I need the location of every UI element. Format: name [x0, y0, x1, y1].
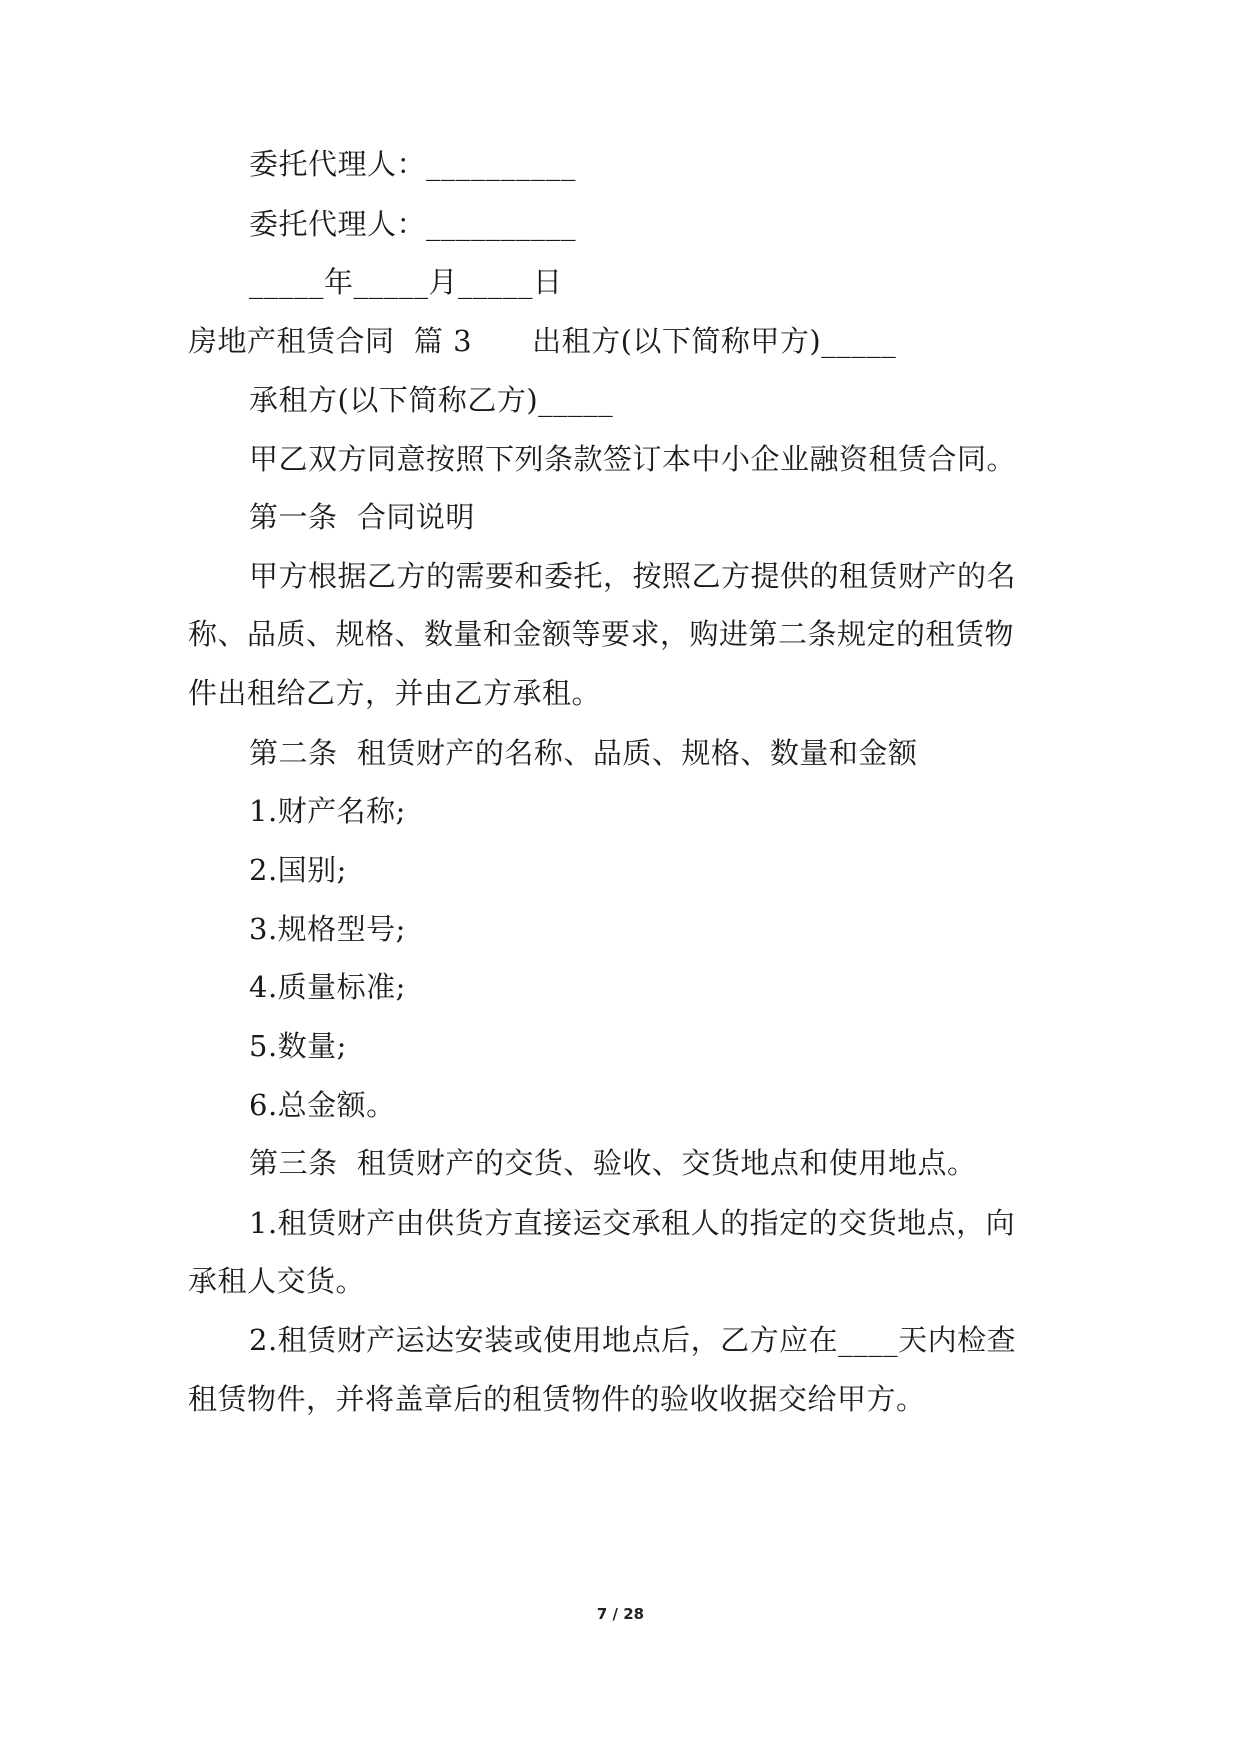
agent-signature-line-2: 委托代理人：__________ [249, 207, 577, 241]
article-2-title: 第二条 租赁财产的名称、品质、规格、数量和金额 [249, 736, 918, 770]
article-1-text-line-2: 称、品质、规格、数量和金额等要求，购进第二条规定的租赁物 [188, 617, 1015, 651]
contract-heading-row [188, 321, 896, 361]
article-3-item-1-line-2: 承租人交货。 [188, 1264, 366, 1298]
lessor-line: 出租方(以下简称甲方)_____ [532, 324, 897, 358]
date-line: _____年_____月_____日 [249, 265, 563, 299]
lessee-line: 承租方(以下简称乙方)_____ [249, 383, 614, 417]
agreement-statement: 甲乙双方同意按照下列条款签订本中小企业融资租赁合同。 [249, 442, 1017, 476]
contract-title: 房地产租赁合同 篇 3 [188, 324, 473, 358]
article-2-item-6: 6.总金额。 [249, 1088, 396, 1122]
article-2-item-2: 2.国别; [249, 853, 347, 887]
article-3-item-2-line-2: 租赁物件，并将盖章后的租赁物件的验收收据交给甲方。 [188, 1382, 926, 1416]
article-1-text-line-1: 甲方根据乙方的需要和委托，按照乙方提供的租赁财产的名 [249, 559, 1017, 593]
article-1-text-line-3: 件出租给乙方，并由乙方承租。 [188, 676, 602, 710]
page-number: 7 / 28 [596, 1605, 645, 1623]
article-2-item-1: 1.财产名称; [249, 794, 406, 828]
article-2-item-4: 4.质量标准; [249, 970, 406, 1004]
article-3-title: 第三条 租赁财产的交货、验收、交货地点和使用地点。 [249, 1146, 977, 1180]
article-3-item-2-line-1: 2.租赁财产运达安装或使用地点后，乙方应在____天内检查 [249, 1323, 1017, 1357]
article-3-item-1-line-1: 1.租赁财产由供货方直接运交承租人的指定的交货地点，向 [249, 1206, 1016, 1240]
article-2-item-3: 3.规格型号; [249, 912, 406, 946]
agent-signature-line-1: 委托代理人：__________ [249, 147, 577, 181]
article-1-title: 第一条 合同说明 [249, 500, 475, 534]
article-2-item-5: 5.数量; [249, 1029, 347, 1063]
